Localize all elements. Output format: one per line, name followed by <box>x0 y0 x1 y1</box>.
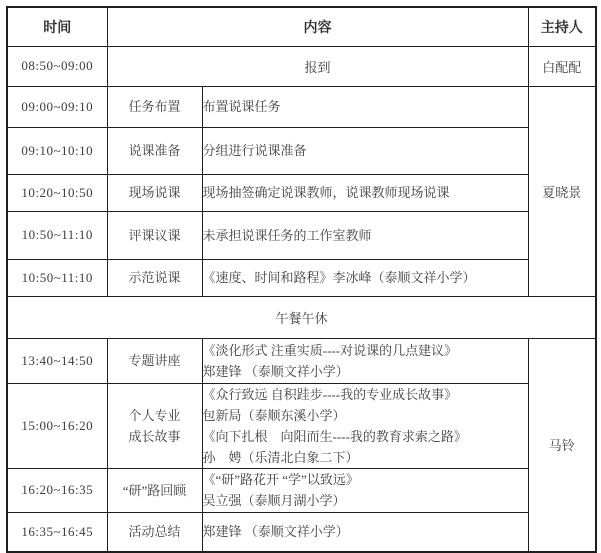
time-cell: 16:35~16:45 <box>7 512 107 552</box>
time-cell: 09:00~09:10 <box>7 86 107 127</box>
content-line: 《“研”路花开 “学”以致远》 <box>202 472 359 487</box>
content-cell <box>202 127 528 174</box>
time-cell: 10:50~11:10 <box>7 211 107 259</box>
activity-label-cell: 现场说课 <box>107 174 202 211</box>
row-lunch-break <box>7 296 596 338</box>
time-cell: 13:40~14:50 <box>7 338 107 383</box>
content-line: 《向下扎根 向阳而生----我的教育求索之路》 <box>202 428 467 444</box>
header-host: 主持人 <box>528 7 596 46</box>
time-cell: 16:20~16:35 <box>7 468 107 512</box>
content-line: 包新局（泰顺东溪小学） <box>202 407 346 423</box>
content-line: 《淡化形式 注重实质----对说课的几点建议》 <box>202 342 458 358</box>
content-line: 分组进行说课准备 <box>202 143 307 158</box>
content-cell <box>202 211 528 259</box>
row-lesson-prep <box>7 127 596 174</box>
activity-label-cell: 任务布置 <box>107 86 202 127</box>
content-cell <box>202 259 528 296</box>
activity-label-cell: 说课准备 <box>107 127 202 174</box>
content-cell: 报到 <box>107 46 528 86</box>
content-cell <box>202 468 528 512</box>
host-cell-morning: 夏晓景 <box>528 86 596 296</box>
row-activity-summary <box>7 512 596 552</box>
header-row <box>7 7 596 46</box>
time-cell: 08:50~09:00 <box>7 46 107 86</box>
content-line: 未承担说课任务的工作室教师 <box>202 227 372 243</box>
row-demo-lesson <box>7 259 596 296</box>
content-line: 吴立强（泰顺月湖小学） <box>202 493 346 508</box>
row-research-review <box>7 468 596 512</box>
activity-label-cell: 评课议课 <box>107 211 202 259</box>
content-cell <box>202 512 528 552</box>
row-growth-stories <box>7 383 596 468</box>
content-line: 《速度、时间和路程》李冰峰（泰顺文祥小学） <box>202 270 476 285</box>
activity-label-cell: “研”路回顾 <box>107 468 202 512</box>
activity-label-line: 成长故事 <box>128 428 181 444</box>
content-cell <box>202 338 528 383</box>
time-cell: 10:20~10:50 <box>7 174 107 211</box>
row-checkin <box>7 46 596 86</box>
content-line: 郑建锋 （泰顺文祥小学） <box>202 363 349 379</box>
lunch-break-cell: 午餐午休 <box>7 296 596 338</box>
content-line: 孙 娉（乐清北白象二下） <box>202 449 359 465</box>
time-cell: 10:50~11:10 <box>7 259 107 296</box>
row-task-assignment <box>7 86 596 127</box>
header-content: 内容 <box>107 7 528 46</box>
content-line: 现场抽签确定说课教师，说课教师现场说课 <box>202 185 450 200</box>
content-cell <box>202 383 528 468</box>
row-lesson-review <box>7 211 596 259</box>
content-line: 郑建锋 （泰顺文祥小学） <box>202 524 349 540</box>
row-onsite-lesson <box>7 174 596 211</box>
host-cell-afternoon: 马铃 <box>528 338 596 552</box>
time-cell: 09:10~10:10 <box>7 127 107 174</box>
header-time: 时间 <box>7 7 107 46</box>
host-cell: 白配配 <box>528 46 596 86</box>
activity-label-cell: 示范说课 <box>107 259 202 296</box>
activity-label-cell: 专题讲座 <box>107 338 202 383</box>
content-cell <box>202 174 528 211</box>
content-line: 布置说课任务 <box>202 99 281 114</box>
schedule-table <box>6 6 597 553</box>
content-cell <box>202 86 528 127</box>
activity-label-cell: 活动总结 <box>107 512 202 552</box>
time-cell: 15:00~16:20 <box>7 383 107 468</box>
content-line: 《众行致远 自积跬步----我的专业成长故事》 <box>202 386 458 402</box>
row-keynote <box>7 338 596 383</box>
activity-label-line: 个人专业 <box>128 407 181 423</box>
activity-label-cell <box>107 383 202 468</box>
